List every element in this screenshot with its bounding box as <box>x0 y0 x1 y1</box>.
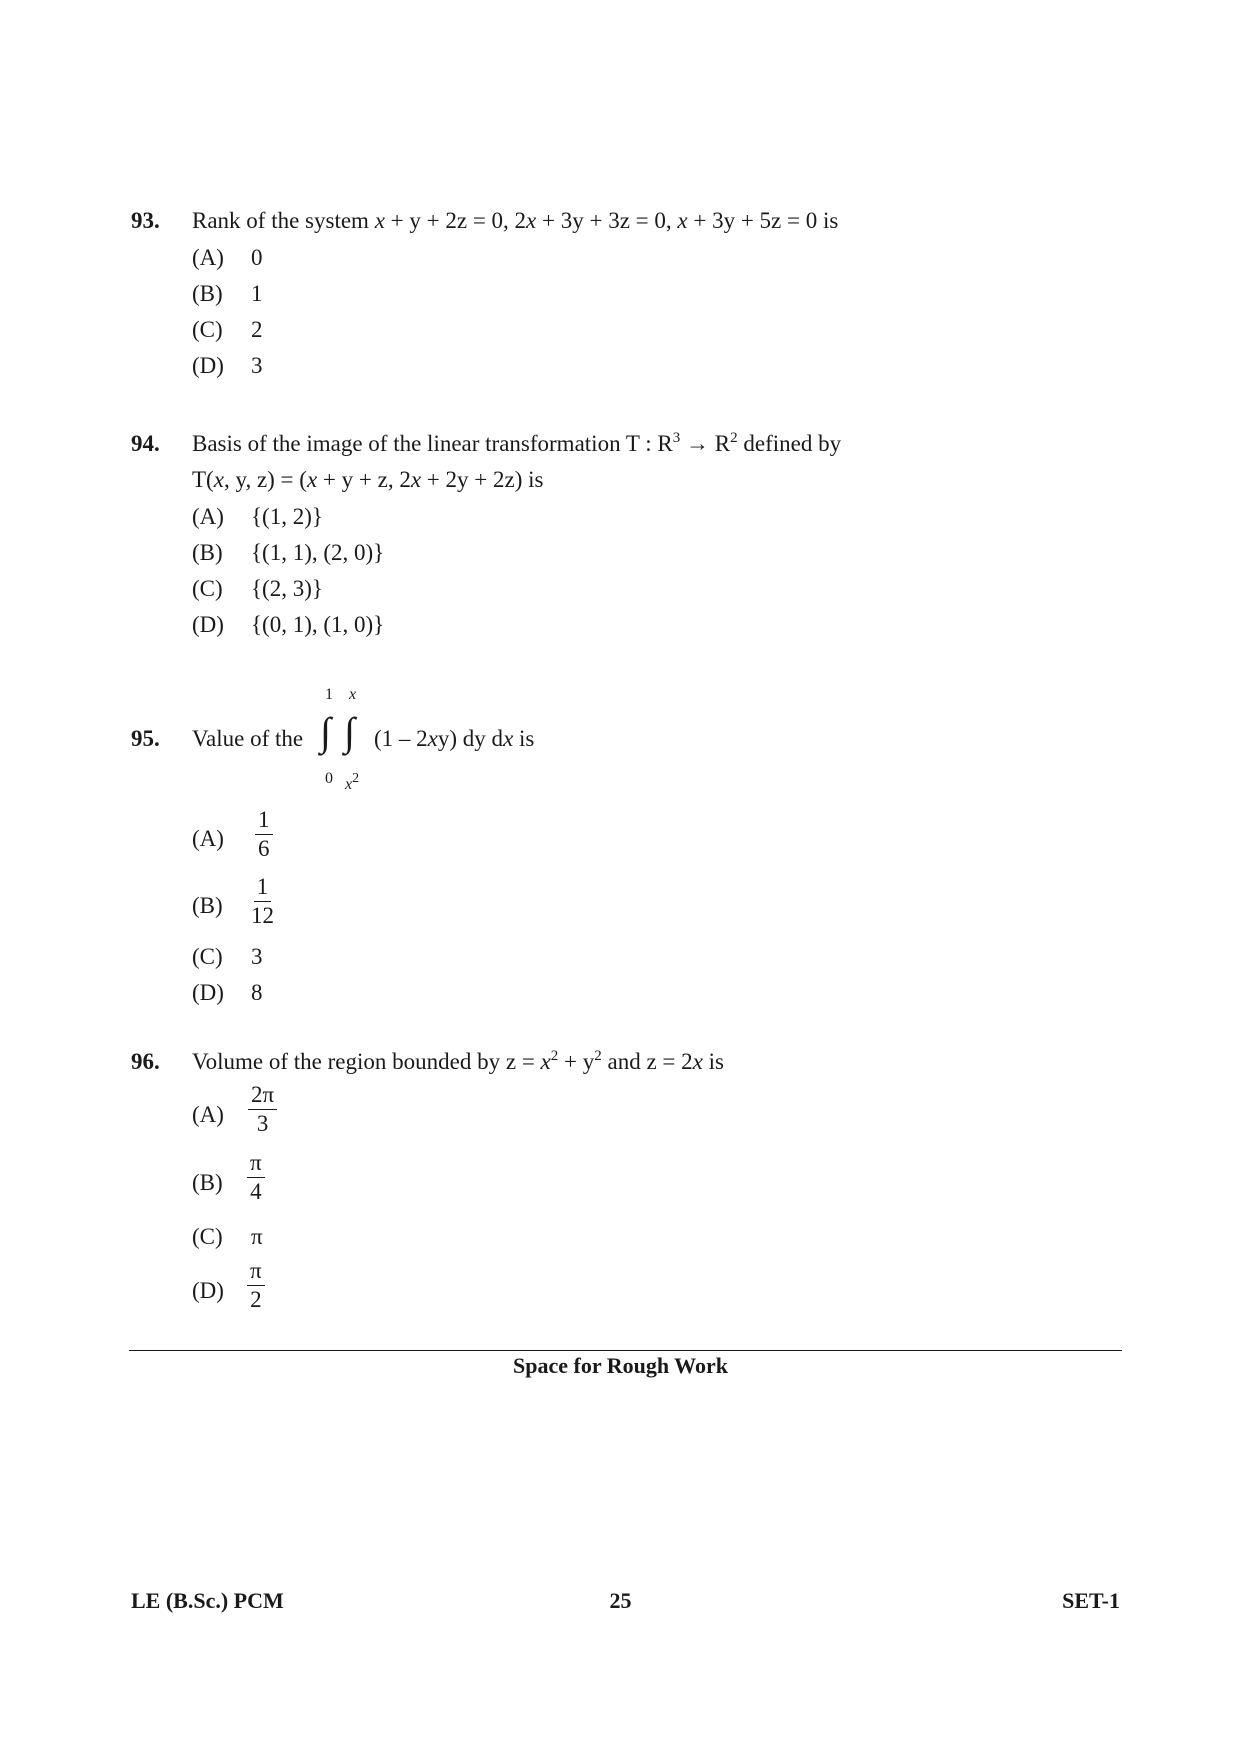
option-label-94-d: (D) <box>192 612 224 637</box>
inner-integral-sign: ∫ <box>344 709 355 754</box>
rough-work-label: Space for Rough Work <box>513 1353 728 1378</box>
question-number-96: 96. <box>131 1049 160 1074</box>
question-text-93: Rank of the system x + y + 2z = 0, 2x + 3y + 3z = 0, x + 3y + 5z = 0 is <box>192 208 839 233</box>
page-number: 25 <box>609 1588 632 1613</box>
option-value-95-a: $\frac{1}{6}$ <box>255 807 273 861</box>
option-value-93-a: 0 <box>251 245 263 270</box>
option-label-93-a: (A) <box>192 245 224 270</box>
option-label-93-c: (C) <box>192 317 223 342</box>
option-value-96-a: $\frac{2\pi}{3}$ <box>248 1082 277 1136</box>
option-label-93-d: (D) <box>192 353 224 378</box>
inner-integral-lower-limit: $x^2$ <box>345 771 360 793</box>
option-value-94-d: {(0, 1), (1, 0)} <box>251 612 385 637</box>
question-text-95-integrand: (1 – 2xy) dy dx is <box>374 726 535 751</box>
question-number-93: 93. <box>131 208 160 233</box>
rough-work-divider <box>129 1350 1122 1351</box>
question-text-95-prefix: Value of the <box>192 726 304 751</box>
option-value-96-d: $\frac{\pi}{2}$ <box>247 1258 265 1312</box>
option-label-94-b: (B) <box>192 540 223 565</box>
option-value-96-c: π <box>251 1224 263 1249</box>
option-label-94-c: (C) <box>192 576 223 601</box>
question-number-95: 95. <box>131 726 160 751</box>
option-label-94-a: (A) <box>192 504 224 529</box>
option-value-94-c: {(2, 3)} <box>251 576 323 601</box>
option-label-96-a: (A) <box>192 1102 224 1127</box>
footer-set: SET-1 <box>1062 1588 1120 1613</box>
option-label-95-b: (B) <box>192 893 223 918</box>
option-value-93-c: 2 <box>251 317 263 342</box>
question-text-96: Volume of the region bounded by $z = x^2 + y^2$ and z = 2x is <box>192 1048 724 1074</box>
option-label-95-a: (A) <box>192 826 224 851</box>
option-label-93-b: (B) <box>192 281 223 306</box>
option-value-95-d: 8 <box>251 980 263 1005</box>
option-value-96-b: $\frac{\pi}{4}$ <box>247 1150 265 1204</box>
option-value-94-b: {(1, 1), (2, 0)} <box>251 540 385 565</box>
question-text-94-line1: Basis of the image of the linear transformation T : $R^3 \to R^2$ defined by <box>192 430 842 456</box>
footer-course: LE (B.Sc.) PCM <box>131 1588 284 1613</box>
option-label-95-c: (C) <box>192 944 223 969</box>
option-value-95-b: $\frac{1}{12}$ <box>251 874 274 929</box>
option-label-96-b: (B) <box>192 1170 223 1195</box>
inner-integral-upper-limit: x <box>349 686 357 703</box>
outer-integral-lower-limit: 0 <box>325 770 333 787</box>
option-value-93-d: 3 <box>251 353 263 378</box>
option-label-95-d: (D) <box>192 980 224 1005</box>
option-label-96-c: (C) <box>192 1224 223 1249</box>
question-text-94-line2: T(x, y, z) = (x + y + z, 2x + 2y + 2z) is <box>192 467 544 492</box>
question-number-94: 94. <box>131 431 160 456</box>
option-value-94-a: {(1, 2)} <box>251 504 323 529</box>
option-value-95-c: 3 <box>251 944 263 969</box>
outer-integral-sign: ∫ <box>320 709 331 754</box>
outer-integral-upper-limit: 1 <box>325 686 333 703</box>
option-label-96-d: (D) <box>192 1278 224 1303</box>
option-value-93-b: 1 <box>251 281 263 306</box>
